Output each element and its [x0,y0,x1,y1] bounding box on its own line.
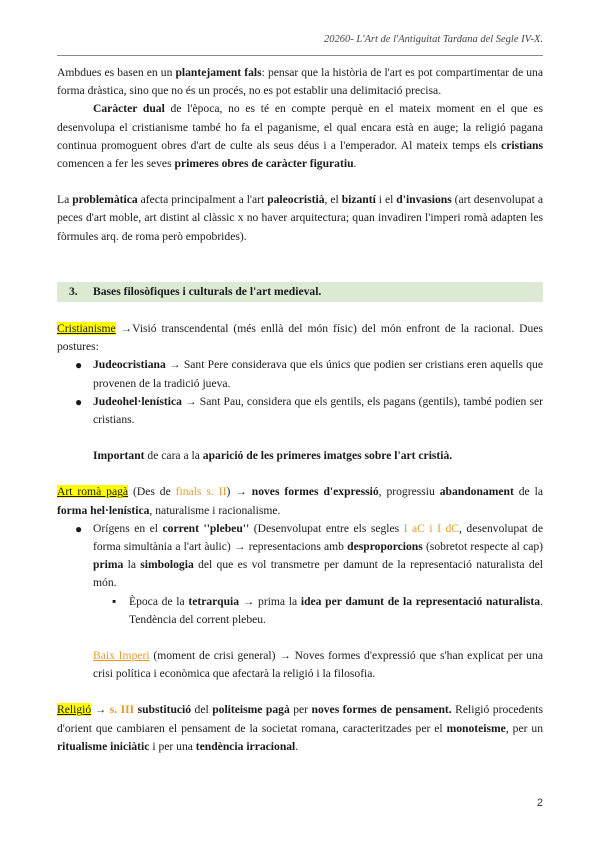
text: . Tendència del corrent plebeu. [129,594,543,626]
running-header: 20260- L'Art de l'Antiguitat Tardana del Segle IV-X. [324,34,543,45]
page-number: 2 [536,797,543,809]
bold-term: Caràcter dual [93,102,165,116]
text: del que es vol transmetre per damunt de la representació naturalista del món. [93,558,543,590]
list-item [57,520,543,629]
text: Religió procedents d'orient que cambiaren el pensament de la societat romana, caracteritzades per el [57,703,544,735]
list-item [57,393,543,429]
bold-term: politeisme pagà [212,703,290,717]
text: , progressiu [378,485,440,499]
bold-term: d'invasions [396,193,452,207]
text: . [295,739,299,753]
text: ) → [226,485,252,499]
bold-term: aparició de les primeres imatges sobre l'art cristià. [202,449,453,463]
text: , desenvolupat de forma simultània a l'art àulic) → representacions amb [93,521,543,554]
text: (Desenvolupat entre els segles [249,521,404,535]
paragraph-art-roma [57,483,543,519]
text: (sobretot respecte al cap) [422,540,543,554]
postures-list [57,356,543,429]
text: Orígens en el [93,521,163,535]
text: → prima la [239,594,301,608]
bold-term: ritualisme iniciàtic [57,739,150,753]
highlighted-term: Religió [57,703,92,717]
bold-term: forma hel·lenística [57,503,150,517]
bold-term: corrent ''plebeu'' [162,521,250,535]
bold-term: paleocristià [267,193,325,207]
text: , per un [505,721,544,735]
text: → Sant Pau, considera que els gentils, els pagans (gentils), també podien ser cristians. [93,394,543,427]
text: comencen a fer les seves [57,157,175,171]
square-bullet-icon: ▪ [112,594,117,608]
bold-term: primeres obres de caràcter figuratiu [174,157,354,171]
bold-term: prima [93,558,124,572]
paragraph-religio [57,701,543,756]
bold-term: desproporcions [347,540,423,554]
sub-list-item [93,593,543,629]
text: afecta principalment a l'art [137,193,268,207]
sub-list [93,593,543,629]
highlighted-term: Art romà pagà [57,485,129,499]
bold-term: idea per damunt de la representació naturalista [300,594,541,608]
text: i el [375,193,397,207]
bold-term: Judeocristiana [93,358,166,372]
text: Època de la [129,594,189,608]
text: , naturalisme i racionalisme. [149,503,281,517]
paragraph-caracter-dual [57,100,543,173]
text: (Des de [128,485,176,499]
text: la [123,558,141,572]
text: , el [324,193,342,207]
bullet-icon: ● [75,358,83,373]
bold-term: Important [93,449,145,463]
bold-term: monoteisme [446,721,506,735]
bold-term: cristians [501,138,543,152]
paragraph-problematica [57,191,543,246]
bold-term: problemàtica [72,193,138,207]
orange-term: Baix Imperi [93,649,150,663]
list-item [57,356,543,392]
text: . [353,157,357,171]
paragraph-important [57,447,543,465]
paragraph-baix-imperi [57,647,543,683]
text: de cara a la [144,449,203,463]
text: Ambdues es basen en un [57,66,176,79]
section-title: Bases filosòfiques i culturals de l'art medieval. [93,284,322,298]
bullet-icon: ● [75,394,83,409]
text: → Sant Pere considerava que els únics que podien ser cristians eren aquells que provenen de la tradició jueva. [93,358,543,390]
section-heading [57,282,543,302]
bullet-icon: ● [75,521,83,536]
bold-term: simbologia [140,558,194,572]
text: del [191,703,213,717]
highlighted-term: Cristianisme [57,322,116,336]
text: de l'època, no es té en compte perquè en el mateix moment en el que es desenvolupa el cristianisme també ho fa el paganisme, el qual encara està en auge; la religió pagana continua promoguent obres d'art de culte als seus déus i a l'emperador. Al mateix temps els [57,102,544,152]
text: → [91,703,110,717]
text: (moment de crisi general) → Noves formes d'expressió que s'han explicat per una crisi política i econòmica que afectarà la religió i la filosofia. [93,649,543,681]
bold-term: noves formes de pensament. [311,703,452,717]
bold-term: noves formes d'expressió [251,485,379,499]
bold-term: abandonament [439,485,514,499]
bold-term: plantejament fals [175,66,262,79]
orange-date: s. III [109,703,135,717]
art-roma-list [57,520,543,629]
text: : pensar que la història de l'art es pot compartimentar de una forma dràstica, sino que no és un procés, no es pot establir una delimitació precisa. [57,66,543,98]
text: →Visió transcendental (més enllà del món físic) del món enfront de la racional. Dues postures: [57,322,543,354]
orange-date: finals s. II [175,485,227,499]
bold-term: substitució [137,703,192,717]
page-body [57,64,543,756]
text: per [289,703,312,717]
text: i per una [149,739,196,753]
paragraph-ambdues [57,64,543,100]
section-number: 3. [69,284,78,298]
orange-date: I aC i I dC [403,521,459,535]
paragraph-cristianisme [57,320,543,356]
bold-term: bizantí [341,193,376,207]
bold-term: tendència irracional [195,739,296,753]
text: (art desenvolupat a peces d'art moble, art distint al clàssic x no haver arquitectura; quan invadiren l'imperi romà adapten les fòrmules arq. de roma però empobrides). [57,193,543,243]
text: La [57,193,73,207]
bold-term: tetrarquia [188,594,240,608]
header-rule [57,55,543,56]
bold-term: Judeohel·lenística [93,394,182,408]
text: de la [513,485,543,499]
